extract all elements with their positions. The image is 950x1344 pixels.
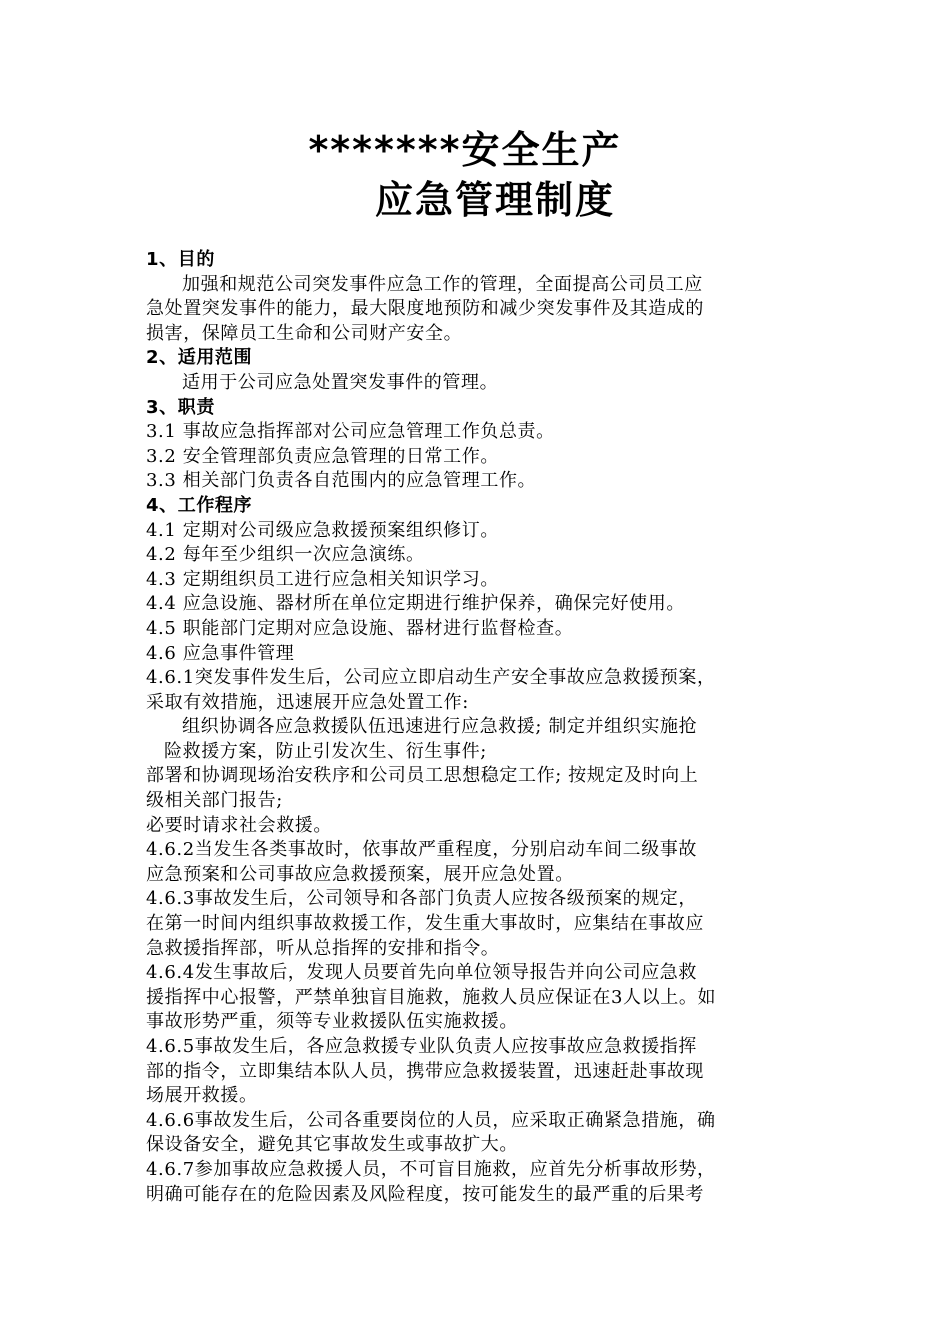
- paragraph-line: 3.2 安全管理部负责应急管理的日常工作。: [146, 445, 499, 467]
- paragraph-line: 部署和协调现场治安秩序和公司员工思想稳定工作; 按规定及时向上: [146, 765, 699, 787]
- paragraph-line: 4.3 定期组织员工进行应急相关知识学习。: [146, 568, 499, 590]
- paragraph-line: 4.1 定期对公司级应急救援预案组织修订。: [146, 519, 499, 541]
- section-heading: 4、工作程序: [146, 494, 253, 516]
- paragraph-line: 级相关部门报告;: [146, 790, 283, 812]
- paragraph-line: 3.1 事故应急指挥部对公司应急管理工作负总责。: [146, 421, 555, 443]
- paragraph-line: 急处置突发事件的能力，最大限度地预防和减少突发事件及其造成的: [146, 298, 704, 320]
- paragraph-line: 4.2 每年至少组织一次应急演练。: [146, 544, 425, 566]
- paragraph-line: 险救援方案，防止引发次生、衍生事件;: [164, 740, 487, 762]
- paragraph-line: 4.6 应急事件管理: [146, 642, 295, 664]
- paragraph-line: 急救援指挥部，听从总指挥的安排和指令。: [146, 937, 500, 959]
- paragraph-line: 部的指令，立即集结本队人员，携带应急救援装置，迅速赶赴事故现: [146, 1060, 704, 1082]
- paragraph-line: 4.6.2当发生各类事故时，依事故严重程度，分别启动车间二级事故: [146, 839, 697, 861]
- paragraph-line: 3.3 相关部门负责各自范围内的应急管理工作。: [146, 470, 537, 492]
- section-heading: 2、适用范围: [146, 347, 253, 369]
- paragraph-line: 4.6.5事故发生后，各应急救援专业队负责人应按事故应急救援指挥: [146, 1036, 697, 1057]
- section-heading: 1、目的: [146, 249, 215, 270]
- document-body: [146, 248, 818, 1207]
- paragraph-line: 保设备安全，避免其它事故发生或事故扩大。: [146, 1134, 518, 1156]
- paragraph-line: 4.6.1突发事件发生后，公司应立即启动生产安全事故应急救援预案，: [146, 667, 716, 689]
- section-heading: 3、职责: [146, 396, 215, 418]
- paragraph-line: 场展开救援。: [146, 1085, 258, 1107]
- paragraph-line: 4.5 职能部门定期对应急设施、器材进行监督检查。: [146, 617, 574, 639]
- paragraph-line: 损害，保障员工生命和公司财产安全。: [146, 322, 463, 344]
- paragraph-line: 加强和规范公司突发事件应急工作的管理，全面提高公司员工应: [182, 273, 703, 295]
- paragraph-line: 4.6.3事故发生后，公司领导和各部门负责人应按各级预案的规定，: [146, 888, 697, 910]
- document-title-line1: *******安全生产: [308, 128, 622, 172]
- paragraph-line: 明确可能存在的危险因素及风险程度，按可能发生的最严重的后果考: [146, 1183, 704, 1205]
- paragraph-line: 组织协调各应急救援队伍迅速进行应急救援; 制定并组织实施抢: [182, 716, 698, 738]
- paragraph-line: 应急预案和公司事故应急救援预案，展开应急处置。: [146, 863, 574, 885]
- paragraph-line: 4.4 应急设施、器材所在单位定期进行维护保养，确保完好使用。: [146, 593, 685, 615]
- paragraph-line: 4.6.4发生事故后，发现人员要首先向单位领导报告并向公司应急救: [146, 962, 697, 984]
- paragraph-line: 采取有效措施，迅速展开应急处置工作:: [146, 691, 469, 713]
- document-title-line2: 应急管理制度: [374, 178, 615, 222]
- paragraph-line: 必要时请求社会救援。: [146, 814, 332, 836]
- paragraph-line: 4.6.7参加事故应急救援人员，不可盲目施救，应首先分析事故形势，: [146, 1158, 716, 1180]
- paragraph-line: 援指挥中心报警，严禁单独盲目施救，施救人员应保证在3人以上。如: [146, 986, 717, 1008]
- paragraph-line: 适用于公司应急处置突发事件的管理。: [182, 371, 499, 393]
- paragraph-line: 在第一时间内组织事故救援工作，发生重大事故时，应集结在事故应: [146, 913, 704, 935]
- paragraph-line: 事故形势严重，须等专业救援队伍实施救援。: [146, 1011, 518, 1033]
- paragraph-line: 4.6.6事故发生后，公司各重要岗位的人员，应采取正确紧急措施，确: [146, 1109, 716, 1131]
